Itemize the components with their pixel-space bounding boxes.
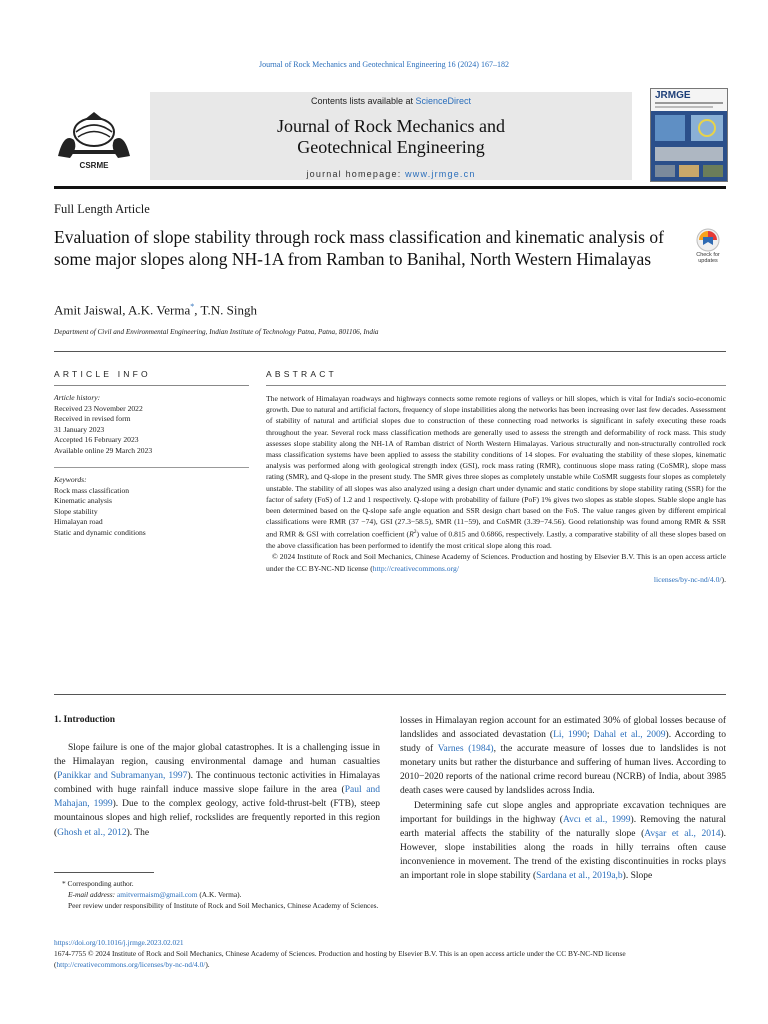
check-for-updates-badge[interactable] xyxy=(690,228,726,266)
abstract-heading: ABSTRACT xyxy=(266,369,337,379)
intro-text: Determining safe cut slope angles and appropriate excavation techniques are important for buildings in the highway ( xyxy=(400,800,726,825)
intro-text: ). The continuous tectonic activities in Himalayas combined with huge rainfall induce massive slope failure in the area ( xyxy=(54,771,380,796)
footnotes xyxy=(54,879,380,911)
intro-paragraph-1 xyxy=(54,741,380,840)
abstract-text-a: The network of Himalayan roadways and highways connects some remote regions of valleys or hill slopes, which is vital for India's socio-economic growth. Due to natural and artificial factors, frequency of slope instabilities along the networks has been increasing over last few decades. Assessment of stability of natural and artificial slopes due to construction of these connecting road networks is significant in safely executing these roads throughout the year. Several rock mass classification methods are generally used to assess the strength and deformability of rock mass. This study assesses slope stability along the NH-1A of Ramban district of North Western Himalayas. Various structurally and non-structurally controlled rock mass classification systems have been applied to assess the stability conditions of 14 slopes. For evaluating the stability of these slopes, kinematic analysis was performed along with geological strength index (GSI), rock mass rating (RMR), continuous slope mass rating (CoSMR), slope mass rating (SMR), and Q-slope in the present study. The SMR gives three slopes as completely unstable while CoSMR suggests four slopes as completely unstable. The stability of all slopes was also analyzed using a design chart under dynamic and static conditions by slope stability rating (SSR) for the factor of safety (FoS) of 1.2 and 1 respectively. Q-slope with probability of failure (PoF) 1% gives two slopes as stable slopes. Stable slope angle has been determined based on the Q-slope safe angle equation and SSR design chart based on the FoS. The value ranges given by different empirical classifications were RMR (37 −74), GSI (27.3−58.5), SMR (11−59), and CoSMR (3.39−74.56). Good relationship was found among RMR & SSR and RMR & GSI with correlation coefficient ( xyxy=(266,394,726,539)
intro-text: ). According to study of xyxy=(400,730,726,755)
intro-text: losses in Himalayan region account for an estimated 30% of global losses because of landslides and associated devastation ( xyxy=(400,716,726,741)
intro-text: ). Removing the natural earth material affects the stability of the naturally slope ( xyxy=(400,814,726,839)
history-item: Received 23 November 2022 xyxy=(54,403,143,413)
ref-avci[interactable]: Avcı et al., 1999 xyxy=(562,814,631,825)
masthead xyxy=(54,88,726,184)
csrme-logo-text: CSRME xyxy=(79,161,109,170)
peer-review-note: Peer review under responsibility of Institute of Rock and Soil Mechanics, Chinese Academy of Sciences. xyxy=(68,900,379,910)
keyword-item: Kinematic analysis xyxy=(54,496,112,505)
license-link-part1[interactable]: http://creativecommons.org/ xyxy=(372,563,459,573)
footnote-rule xyxy=(54,872,154,873)
history-item: Received in revised form xyxy=(54,414,131,423)
license-link-part2[interactable]: licenses/by-nc-nd/4.0/ xyxy=(653,574,722,584)
history-item: Available online 29 March 2023 xyxy=(54,445,153,455)
cover-image xyxy=(651,111,727,181)
ref-paul[interactable]: Paul and Mahajan, 1999 xyxy=(54,785,380,810)
header-divider xyxy=(54,351,726,352)
keywords xyxy=(54,475,249,538)
history-item: 31 January 2023 xyxy=(54,424,105,434)
ref-panikkar[interactable]: Panikkar and Subramanyan, 1997 xyxy=(57,771,188,782)
page-footer xyxy=(54,938,726,970)
abstract-body xyxy=(266,393,726,585)
journal-title xyxy=(150,116,632,158)
check-for-updates-icon xyxy=(690,228,726,252)
keyword-item: Himalayan road xyxy=(54,517,103,526)
intro-text: ). Slope xyxy=(622,871,653,882)
email-note xyxy=(54,890,380,901)
keywords-label: Keywords: xyxy=(54,475,87,484)
csrme-logo xyxy=(54,104,134,172)
ref-ghosh[interactable]: Ghosh et al., 2012 xyxy=(57,827,127,838)
cover-subtitle-bar xyxy=(655,102,723,104)
article-info-heading: ARTICLE INFO xyxy=(54,369,151,379)
keywords-rule xyxy=(54,467,249,468)
corresponding-author-star[interactable]: * xyxy=(190,302,195,311)
history-item: Accepted 16 February 2023 xyxy=(54,435,139,444)
doi-link[interactable]: https://doi.org/10.1016/j.jrmge.2023.02.021 xyxy=(54,938,184,947)
journal-homepage xyxy=(150,169,632,179)
footer-license-link[interactable]: http://creativecommons.org/licenses/by-nc-nd/4.0/ xyxy=(56,959,206,969)
contents-prefix: Contents lists available at xyxy=(310,96,416,106)
journal-citation[interactable]: Journal of Rock Mechanics and Geotechnical Engineering 16 (2024) 167–182 xyxy=(259,60,509,69)
masthead-rule xyxy=(54,186,726,189)
cover-header xyxy=(651,89,727,111)
badge-line2: updates xyxy=(698,258,718,264)
affiliation: Department of Civil and Environmental Engineering, Indian Institute of Technology Patna, Patna, 801106, India xyxy=(54,328,379,336)
footer-copyright-text: 1674-7755 © 2024 Institute of Rock and Soil Mechanics, Chinese Academy of Sciences. Production and hosting by Elsevier B.V. This is an open access article under the CC BY-NC-ND license ( xyxy=(54,948,626,969)
ref-varnes[interactable]: Varnes (1984) xyxy=(437,744,494,755)
article-type: Full Length Article xyxy=(54,202,150,216)
homepage-link[interactable]: www.jrmge.cn xyxy=(405,169,476,179)
footer-close: ). xyxy=(205,959,210,969)
intro-text: ). Due to the complex geology, active fold-thrust-belt (FTB), steep mountainous slopes and high relief, rockslides are frequently reported in this region ( xyxy=(54,799,380,838)
ref-avsar[interactable]: Avşar et al., 2014 xyxy=(644,828,721,839)
intro-text: Slope failure is one of the major global catastrophes. It is a challenging issue in the Himalayan region, causing environmental damage and human casualties ( xyxy=(54,743,380,782)
intro-right-column xyxy=(400,714,726,883)
badge-line1: Check for xyxy=(696,252,720,258)
authors xyxy=(54,302,257,318)
email-suffix: (A.K. Verma). xyxy=(197,889,242,899)
authors-part1: Amit Jaiswal, A.K. Verma xyxy=(54,302,191,318)
check-for-updates-text xyxy=(690,252,726,264)
abstract-rule xyxy=(266,385,726,386)
journal-cover-thumbnail[interactable] xyxy=(650,88,728,182)
cover-title: JRMGE xyxy=(655,90,691,101)
email-label: E-mail address: xyxy=(68,889,117,899)
authors-part2: , T.N. Singh xyxy=(194,302,257,318)
intro-paragraph-2 xyxy=(400,714,726,799)
corresponding-author-note: * Corresponding author. xyxy=(62,879,134,888)
r-symbol: R xyxy=(409,529,414,539)
abstract-bottom-rule xyxy=(54,694,726,695)
license-close: ). xyxy=(721,574,726,584)
abstract-text xyxy=(266,393,726,551)
r-exponent: 2 xyxy=(413,529,417,536)
intro-text: , the accurate measure of losses due to landslides is not monetary units but rather the disturbance and suffering of human lives. According to 2010−2020 reports of the national crime record bureau (NCRB) of India, about 3985 death cases were caused by landslides across India. xyxy=(400,744,726,797)
keyword-item: Static and dynamic conditions xyxy=(54,527,146,537)
sciencedirect-link[interactable]: ScienceDirect xyxy=(415,96,472,106)
email-link[interactable]: amitvermaism@gmail.com xyxy=(117,889,198,899)
intro-paragraph-3 xyxy=(400,799,726,884)
intro-text: ; xyxy=(586,730,594,741)
keyword-item: Rock mass classification xyxy=(54,485,130,495)
intro-text: ). The xyxy=(126,827,150,838)
history-label: Article history: xyxy=(54,393,101,402)
article-title: Evaluation of slope stability through rock mass classification and kinematic analysis of some major slopes along NH-1A from Ramban to Banihal, North Western Himalayas xyxy=(54,227,664,269)
intro-text: ). However, slope instabilities along the roads in hilly terrains often cause inconvenience in movement. The trend of the existing discontinuities in rocks plays an important role in slope stability ( xyxy=(400,828,726,882)
intro-left-column xyxy=(54,741,380,840)
homepage-prefix: journal homepage: xyxy=(306,169,406,179)
ref-sardana[interactable]: Sardana et al., 2019a,b xyxy=(536,871,623,882)
ref-li[interactable]: Li, 1990 xyxy=(553,730,587,741)
abstract-license-line xyxy=(266,574,726,585)
journal-title-line2: Geotechnical Engineering xyxy=(297,137,485,157)
article-history xyxy=(54,393,249,456)
contents-line xyxy=(150,96,632,106)
introduction-heading: 1. Introduction xyxy=(54,715,116,725)
ref-dahal[interactable]: Dahal et al., 2009 xyxy=(593,730,666,741)
keyword-item: Slope stability xyxy=(54,506,98,516)
abstract-text-b: ) value of 0.815 and 0.6866, respectively. Lastly, a comparative stability of all these slopes based on the above classification has been performed to identify the most critical slope along this road. xyxy=(266,529,727,551)
journal-title-line1: Journal of Rock Mechanics and xyxy=(277,116,505,136)
journal-banner xyxy=(150,92,632,180)
footer-copyright xyxy=(54,949,726,971)
cover-subtitle-bar-2 xyxy=(655,106,713,108)
article-info-rule xyxy=(54,385,249,386)
abstract-copyright xyxy=(266,551,726,573)
abstract-copyright-text: © 2024 Institute of Rock and Soil Mechanics, Chinese Academy of Sciences. Production and hosting by Elsevier B.V. This is an open access article under the CC BY-NC-ND license ( xyxy=(266,552,726,573)
